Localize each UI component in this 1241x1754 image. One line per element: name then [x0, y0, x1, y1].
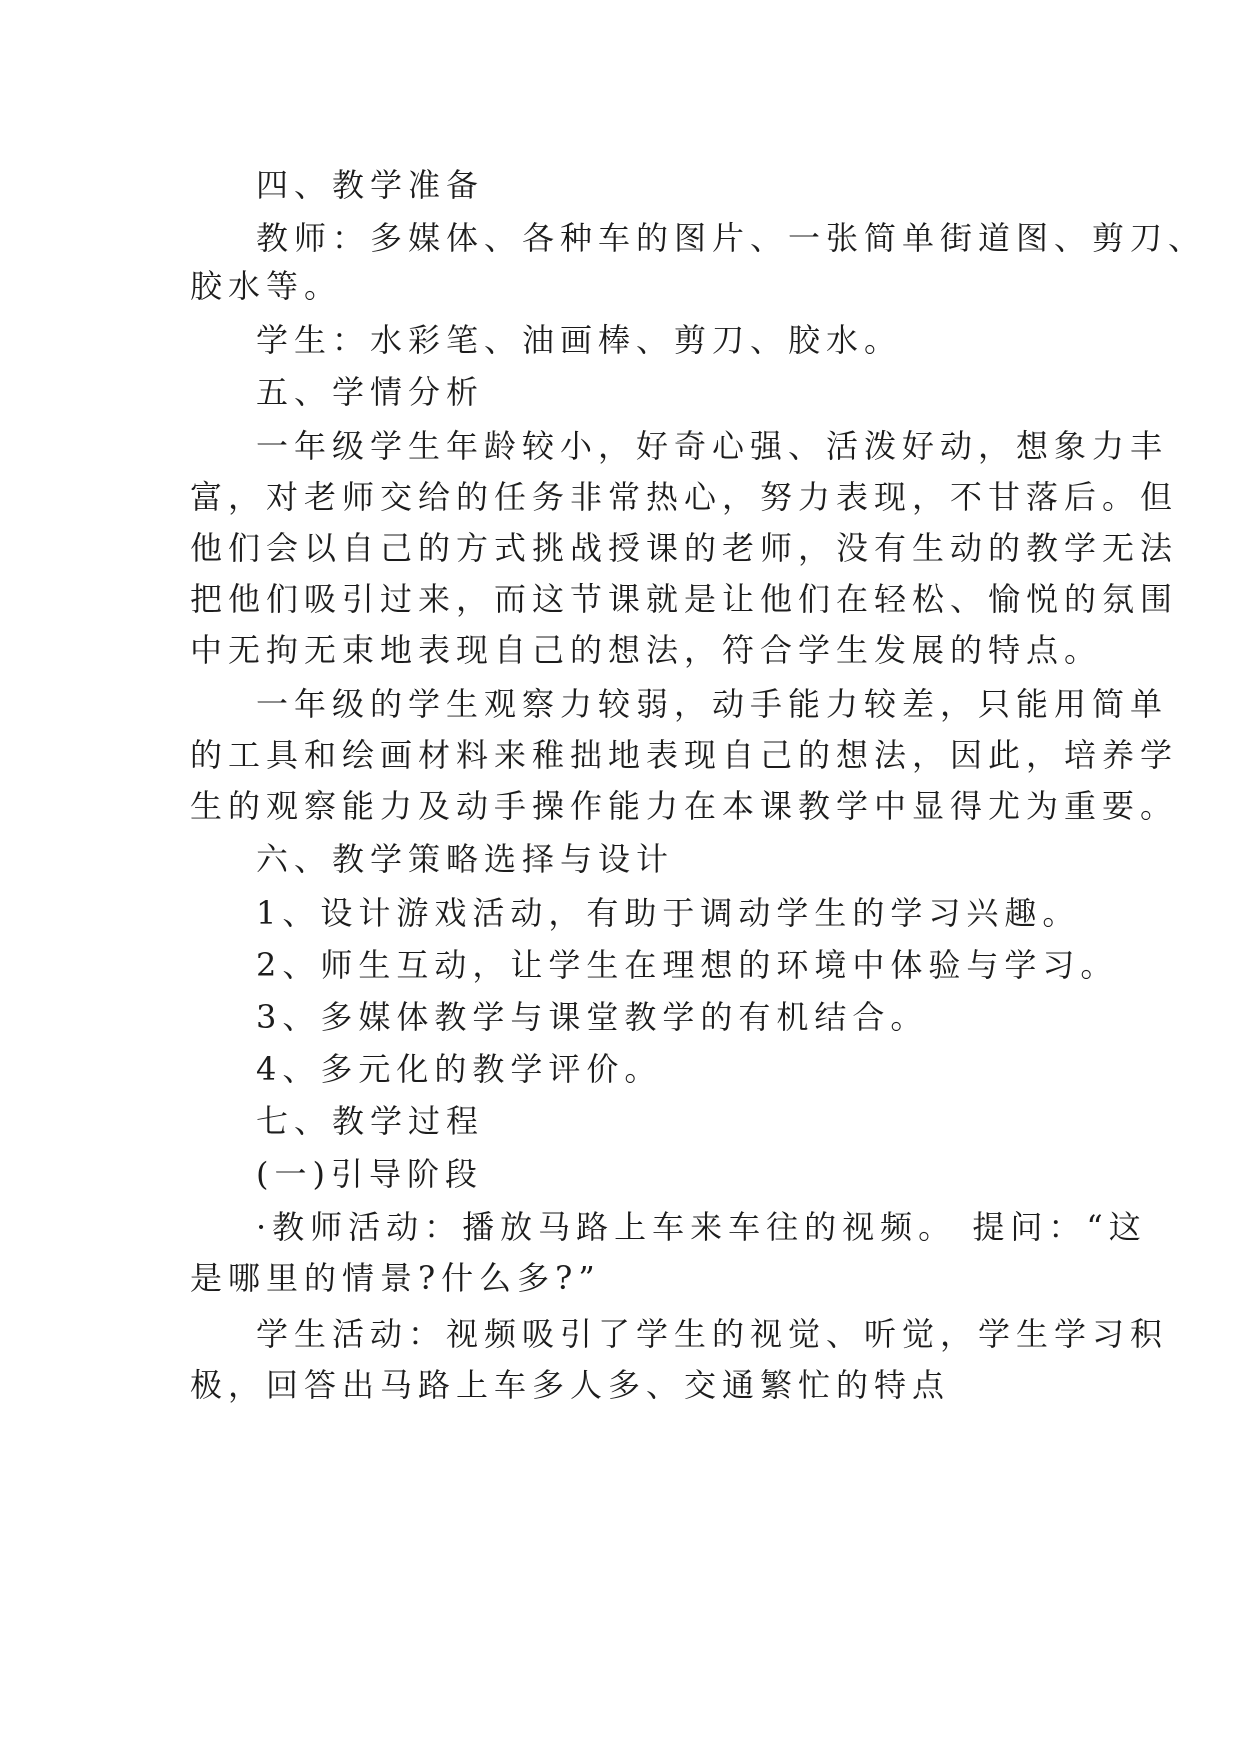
heading-learning-analysis: 五、学情分析	[256, 373, 485, 411]
paragraph-line: 学生活动：视频吸引了学生的视觉、听觉，学生学习积	[256, 1315, 1169, 1353]
paragraph-line: 他们会以自己的方式挑战授课的老师，没有生动的教学无法	[190, 529, 1179, 567]
paragraph-line: 是哪里的情景?什么多?”	[190, 1259, 601, 1297]
paragraph-line: 学生：水彩笔、油画棒、剪刀、胶水。	[256, 321, 903, 359]
paragraph-line: 教师：多媒体、各种车的图片、一张简单街道图、剪刀、	[256, 219, 1207, 257]
paragraph-line: ·教师活动：播放马路上车来车往的视频。 提问：“这	[256, 1208, 1147, 1246]
heading-teaching-process: 七、教学过程	[256, 1102, 485, 1140]
subheading-guidance-stage: (一)引导阶段	[256, 1155, 483, 1193]
paragraph-line: 极，回答出马路上车多人多、交通繁忙的特点	[190, 1366, 951, 1404]
paragraph-line: 富，对老师交给的任务非常热心，努力表现，不甘落后。但	[190, 478, 1179, 516]
list-item: 4、多元化的教学评价。	[256, 1050, 663, 1088]
list-item: 2、师生互动，让学生在理想的环境中体验与学习。	[256, 946, 1119, 984]
paragraph-line: 胶水等。	[190, 267, 343, 305]
paragraph-line: 把他们吸引过来，而这节课就是让他们在轻松、愉悦的氛围	[190, 580, 1179, 618]
paragraph-line: 生的观察能力及动手操作能力在本课教学中显得尤为重要。	[190, 787, 1179, 825]
paragraph-line: 一年级的学生观察力较弱，动手能力较差，只能用简单	[256, 685, 1169, 723]
list-item: 3、多媒体教学与课堂教学的有机结合。	[256, 998, 929, 1036]
list-item: 1、设计游戏活动，有助于调动学生的学习兴趣。	[256, 894, 1081, 932]
paragraph-line: 中无拘无束地表现自己的想法，符合学生发展的特点。	[190, 631, 1103, 669]
paragraph-line: 的工具和绘画材料来稚拙地表现自己的想法，因此，培养学	[190, 736, 1179, 774]
heading-teaching-preparation: 四、教学准备	[256, 166, 485, 204]
heading-teaching-strategy: 六、教学策略选择与设计	[256, 840, 675, 878]
paragraph-line: 一年级学生年龄较小，好奇心强、活泼好动，想象力丰	[256, 427, 1169, 465]
